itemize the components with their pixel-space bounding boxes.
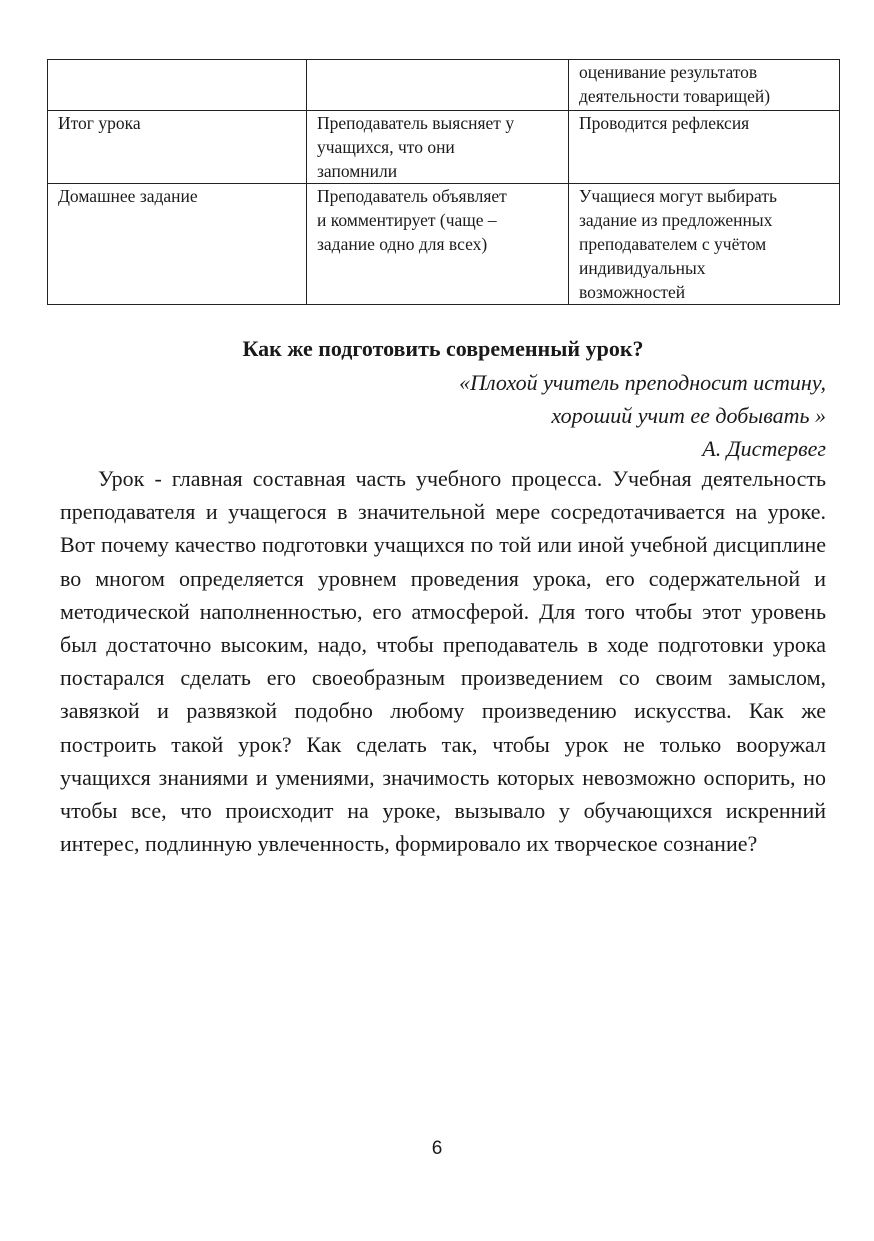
table-row: [48, 184, 840, 305]
table-cell-stage: [48, 60, 307, 111]
table-cell-teacher: Преподаватель объявляет и комментирует (чаще – задание одно для всех): [307, 184, 569, 305]
table-cell-student: Проводится рефлексия: [569, 111, 840, 184]
table-cell-student: оценивание результатов деятельности товарищей): [569, 60, 840, 111]
table-cell-teacher: Преподаватель выясняет у учащихся, что они запомнили: [307, 111, 569, 184]
table-cell-teacher: [307, 60, 569, 111]
epigraph-line: хороший учит ее добывать »: [551, 403, 826, 428]
lesson-comparison-table: [47, 59, 840, 305]
epigraph-author: А. Дистервег: [702, 436, 826, 461]
epigraph: [60, 366, 826, 465]
table-row: [48, 111, 840, 184]
table-cell-stage: Итог урока: [48, 111, 307, 184]
epigraph-line: «Плохой учитель преподносит истину,: [459, 370, 826, 395]
table-cell-stage: Домашнее задание: [48, 184, 307, 305]
page-number: 6: [431, 1138, 443, 1159]
table-cell-student: Учащиеся могут выбирать задание из предложенных преподавателем с учётом индивидуальных возможностей: [569, 184, 840, 305]
section-heading: Как же подготовить современный урок?: [242, 336, 644, 361]
table-row: [48, 60, 840, 111]
body-paragraph: Урок - главная составная часть учебного процесса. Учебная деятельность преподавателя и учащегося в значительной мере сосредотачивается на уроке. Вот почему качество подготовки учащихся по той или иной учебной дисциплине во многом определяется уровнем проведения урока, его содержательной и методической наполненностью, его атмосферой. Для того чтобы этот уровень был достаточно высоким, надо, чтобы преподаватель в ходе подготовки урока постарался сделать его своеобразным произведением со своим замыслом, завязкой и развязкой подобно любому произведению искусства. Как же построить такой урок? Как сделать так, чтобы урок не только вооружал учащихся знаниями и умениями, значимость которых невозможно оспорить, но чтобы все, что происходит на уроке, вызывало у обучающихся искренний интерес, подлинную увлеченность, формировало их творческое сознание?: [60, 466, 826, 857]
